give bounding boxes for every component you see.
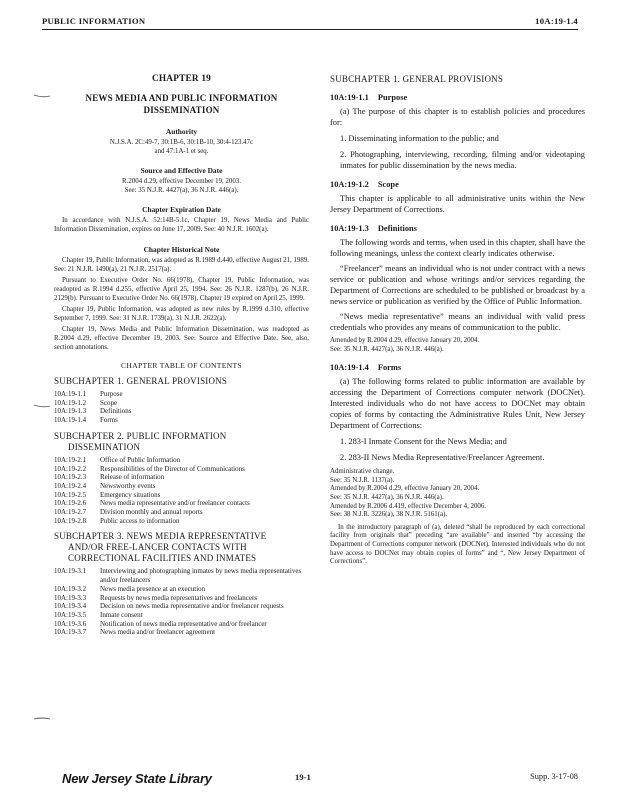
toc-entry-title: Scope (100, 398, 118, 407)
toc-subchapter-heading (54, 376, 309, 387)
header-section-title: PUBLIC INFORMATION (42, 16, 146, 26)
note-line: See: 35 N.J.R. 4427(a), 36 N.J.R. 446(a). (330, 493, 444, 501)
header-rule (42, 29, 578, 30)
history-paragraph: Chapter 19, News Media and Public Information Dissemination, was readopted as R.2004 d.29, effective December 19, 2003. See: Source and Effective Date. See, also, section annotations. (54, 326, 309, 351)
chapter-number: CHAPTER 19 (151, 74, 212, 84)
toc-entry (54, 491, 309, 500)
toc-entry-title: Decision on news media representative and/or freelancer requests (100, 602, 284, 611)
toc-entry-title: Purpose (100, 390, 123, 398)
toc-entry (54, 602, 309, 611)
section-heading (330, 224, 585, 233)
section-number: 10A:19-1.1 (330, 93, 369, 102)
note-line: Amended by R.2004 d.29, effective January 20, 2004. (330, 485, 480, 493)
definition-paragraph: “News media representative” means an individual with valid press credentials who provides any means of communication to the public. (330, 312, 585, 332)
chapter-title (54, 92, 309, 116)
toc-entry (54, 517, 309, 526)
toc-list (54, 567, 309, 637)
note-line: See: 35 N.J.R. 4427(a), 36 N.J.R. 446(a). (330, 345, 444, 353)
toc-subchapter-heading (54, 431, 309, 453)
subchapter-heading: SUBCHAPTER 1. GENERAL PROVISIONS (330, 74, 504, 84)
section-paragraph: The following words and terms, when used in this chapter, shall have the following meanings, unless the context clearly indicates otherwise. (330, 238, 585, 258)
toc-subchapter-heading (54, 531, 309, 564)
toc-entry-title: News media and/or freelancer agreement (100, 628, 216, 637)
amendment-note (330, 337, 585, 354)
supplement-date: Supp. 3-17-08 (530, 772, 578, 781)
note-line: See: 38 N.J.R. 3226(a), 38 N.J.R. 5161(a). (330, 511, 448, 519)
toc-entry-number: 10A:19-1.3 (54, 407, 87, 416)
toc-entry (54, 399, 309, 408)
margin-mark (33, 94, 51, 98)
toc-entry-title: Forms (100, 416, 118, 425)
toc-entry-number: 10A:19-2.6 (54, 499, 87, 508)
toc-list (54, 456, 309, 526)
toc-entry (54, 482, 309, 491)
toc-entry (54, 465, 309, 474)
toc-entry-number: 10A:19-2.2 (54, 464, 87, 473)
toc-entry-number: 10A:19-3.4 (54, 602, 87, 611)
history-notes (54, 256, 309, 352)
toc-entry-number: 10A:19-2.1 (54, 455, 87, 464)
toc-entry-title: Interviewing and photographing inmates by news media representatives and/or freelancers (100, 567, 302, 585)
header-section-number: 10A:19-1.4 (535, 16, 578, 26)
toc-entry (54, 567, 309, 584)
toc-entry-number: 10A:19-3.7 (54, 628, 87, 637)
section-title: Definitions (377, 224, 417, 233)
toc-subchapter-line: SUBCHAPTER 2. PUBLIC INFORMATION (54, 430, 227, 441)
toc-entry (54, 407, 309, 416)
toc-entry (54, 508, 309, 517)
source-text (54, 177, 309, 195)
toc-entry-title: Public access to information (100, 516, 180, 525)
list-item: 2. Photographing, interviewing, recording, filming and/or videotaping inmates for public dissemination by the news media. (340, 150, 585, 170)
source-line: R.2004 d.29, effective December 19, 2003. (122, 178, 241, 185)
toc-entry-number: 10A:19-3.2 (54, 584, 87, 593)
list-item: 1. Disseminating information to the public; and (340, 134, 499, 143)
toc-entry-number: 10A:19-1.4 (54, 416, 87, 425)
toc-entry-title: Responsibilities of the Director of Communications (100, 464, 245, 473)
margin-mark (33, 717, 51, 721)
toc-entry (54, 416, 309, 425)
history-paragraph: Chapter 19, Public Information, was adopted as new rules by R.1999 d.310, effective September 7, 1999. See: 31 N.J.R. 1739(a), 31 N.J.R. 2622(a). (54, 306, 309, 322)
page-number: 19-1 (295, 772, 311, 782)
toc-entry (54, 628, 309, 637)
toc-entry-number: 10A:19-3.3 (54, 593, 87, 602)
toc-entry-title: News media presence at an execution (100, 584, 206, 593)
toc-entry-title: Newsworthy events (100, 481, 156, 490)
authority-heading: Authority (165, 127, 198, 136)
note-line: Amended by R.2004 d.29, effective January 20, 2004. (330, 337, 480, 344)
table-of-contents (54, 376, 309, 637)
toc-entry-title: Office of Public Information (100, 455, 181, 464)
toc-entry-title: News media representative and/or freelancer contacts (100, 499, 250, 508)
toc-entry-number: 10A:19-2.8 (54, 516, 87, 525)
expiration-text: In accordance with N.J.S.A. 52:14B-5.1c, Chapter 19, News Media and Public Information Dissemination, expires on June 17, 2009. See: 40 N.J.R. 1602(a). (54, 217, 309, 233)
note-line: Amended by R.2006 d.419, effective December 4, 2006. (330, 502, 487, 510)
expiration-heading: Chapter Expiration Date (142, 205, 221, 214)
right-column (330, 74, 585, 567)
left-column (54, 74, 309, 637)
toc-entry-number: 10A:19-3.5 (54, 610, 87, 619)
toc-subchapter-line: AND/OR FREE-LANCER CONTACTS WITH (68, 542, 247, 553)
toc-subchapter-line: SUBCHAPTER 3. NEWS MEDIA REPRESENTATIVE (54, 531, 267, 542)
section-paragraph: (a) The following forms related to public information are available by accessing the Department of Corrections computer network (DOCNet). Interested individuals who do not have access to DOCNet may obtain copies of forms by contacting the Administrative Rules Unit, New Jersey Department of Corrections: (330, 377, 585, 431)
list-item: 2. 283-II News Media Representative/Freelancer Agreement. (340, 453, 545, 463)
library-stamp: New Jersey State Library (62, 771, 212, 786)
authority-text (54, 138, 309, 156)
section-heading (330, 93, 585, 102)
toc-entry-title: Inmate consent (100, 610, 143, 619)
section-title: Forms (377, 363, 402, 373)
toc-entry (54, 594, 309, 603)
amendment-notes (330, 468, 585, 520)
toc-entry (54, 611, 309, 620)
history-paragraph: Pursuant to Executive Order No. 66(1978), Chapter 19, Public Information, was readopted as R.1994 d.255, effective April 25, 1994. See: 26 N.J.R. 1287(b), 26 N.J.R. 2129(b). Pursuant to Executive Order No. 66(1978), Chapter 19 expired on April 25, 1999. (54, 277, 309, 302)
chapter-title-line: NEWS MEDIA AND PUBLIC INFORMATION (85, 93, 278, 103)
section-title: Purpose (377, 93, 408, 102)
toc-entry-title: Definitions (100, 407, 132, 416)
section-heading (330, 363, 585, 372)
toc-entry (54, 456, 309, 465)
toc-entry-number: 10A:19-1.2 (54, 398, 87, 407)
toc-entry (54, 390, 309, 399)
note-line: Administrative change. (330, 468, 395, 476)
toc-entry-number: 10A:19-1.1 (54, 390, 87, 398)
toc-entry (54, 473, 309, 482)
section-heading (330, 180, 585, 189)
table-of-contents-title: CHAPTER TABLE OF CONTENTS (121, 361, 242, 370)
toc-entry-number: 10A:19-2.3 (54, 473, 87, 482)
toc-entry-title: Requests by news media representatives and freelancers (100, 593, 258, 602)
amendment-explanation: In the introductory paragraph of (a), deleted “shall be reproduced by each correctional facility from originals that” preceding “are available” and inserted “by accessing the Department of Corrections computer network (DOCNet). Interested individuals who do not have access to DOCNet may obtain copies of forms” and “, New Jersey Department of Corrections”. (330, 523, 585, 566)
section-paragraph: This chapter is applicable to all administrative units within the New Jersey Department of Corrections. (330, 194, 585, 214)
definition-paragraph: “Freelancer” means an individual who is not under contract with a news service or publication and whose writings and/or services regarding the Department of Corrections are scheduled to be published or broadcast by a news service or publication as verified by the Office of Public Information. (330, 264, 585, 306)
authority-line: N.J.S.A. 2C:49-7, 30:1B-6, 30:1B-10, 30:4-123.47c (109, 139, 254, 146)
section-number: 10A:19-1.3 (330, 224, 369, 233)
history-heading: Chapter Historical Note (143, 245, 220, 254)
toc-subchapter-line: DISSEMINATION (68, 441, 141, 452)
running-header (0, 14, 618, 30)
source-heading: Source and Effective Date (140, 166, 223, 175)
toc-entry (54, 585, 309, 594)
section-number: 10A:19-1.4 (330, 363, 369, 373)
note-line: See: 35 N.J.R. 1137(a). (330, 476, 395, 484)
toc-subchapter-line: SUBCHAPTER 1. GENERAL PROVISIONS (54, 376, 228, 386)
toc-entry-number: 10A:19-2.4 (54, 481, 87, 490)
history-paragraph: Chapter 19, Public Information, was adopted as R.1989 d.440, effective August 21, 1989. See: 21 N.J.R. 1490(a), 21 N.J.R. 2517(a). (54, 257, 309, 273)
toc-entry-title: Notification of news media representative and/or freelancer (100, 619, 267, 628)
toc-entry-title: Division monthly and annual reports (100, 508, 203, 517)
toc-entry-title: Release of information (100, 473, 165, 482)
section-number: 10A:19-1.2 (330, 180, 369, 189)
toc-subchapter-line: CORRECTIONAL FACILITIES AND INMATES (68, 553, 257, 564)
toc-entry-number: 10A:19-2.7 (54, 508, 87, 517)
toc-entry (54, 499, 309, 508)
section-paragraph: (a) The purpose of this chapter is to establish policies and procedures for: (330, 107, 585, 127)
toc-entry-number: 10A:19-2.5 (54, 490, 87, 499)
section-title: Scope (377, 180, 399, 189)
source-line: See: 35 N.J.R. 4427(a), 36 N.J.R. 446(a). (124, 187, 239, 194)
toc-entry-title: Emergency situations (100, 490, 161, 499)
margin-mark (33, 404, 51, 408)
toc-entry-number: 10A:19-3.6 (54, 619, 87, 628)
chapter-title-line: DISSEMINATION (143, 105, 220, 115)
toc-entry-number: 10A:19-3.1 (54, 567, 87, 576)
toc-list (54, 390, 309, 425)
authority-line: and 47:1A-1 et seq. (154, 148, 209, 155)
toc-entry (54, 620, 309, 629)
list-item: 1. 283-I Inmate Consent for the News Media; and (340, 437, 507, 447)
